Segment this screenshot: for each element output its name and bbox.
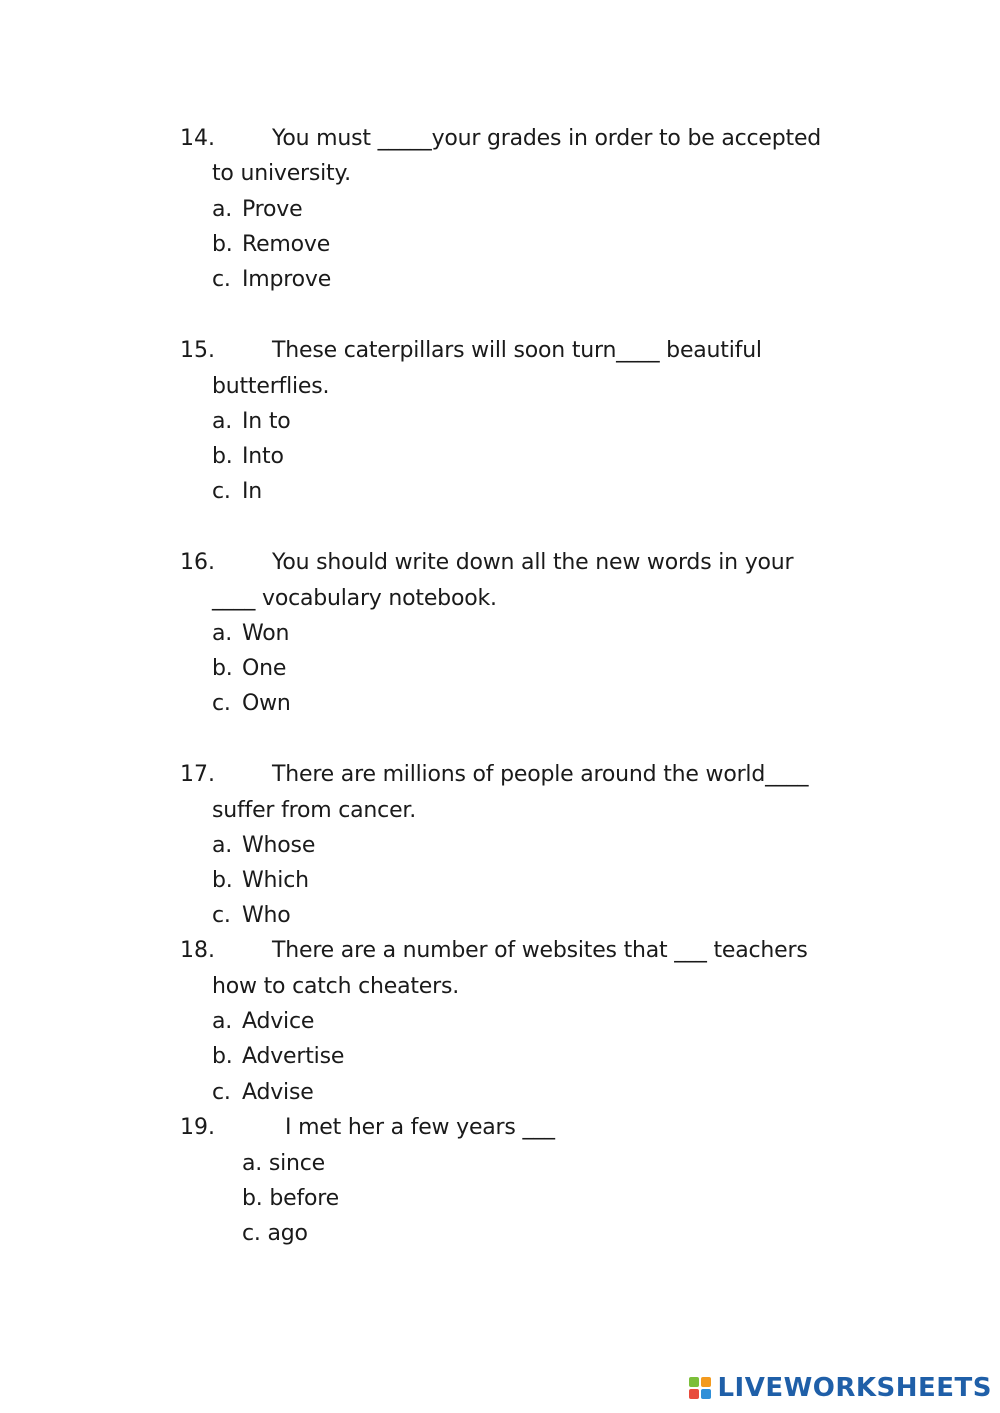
brand-name: LIVEWORKSHEETS xyxy=(717,1373,992,1403)
liveworksheets-logo[interactable] xyxy=(689,1371,992,1405)
question-17-option-b[interactable]: b. Which xyxy=(212,868,309,893)
question-14-text-cont: to university. xyxy=(212,161,351,186)
question-19-number: 19. xyxy=(180,1115,215,1140)
question-16-number: 16. xyxy=(180,550,215,575)
question-16-option-b[interactable]: b. One xyxy=(212,656,287,681)
question-15-text-cont: butterflies. xyxy=(212,374,330,399)
question-16-text-cont: ____ vocabulary notebook. xyxy=(212,586,497,611)
question-19-text: I met her a few years ___ xyxy=(285,1115,555,1140)
question-14-option-b[interactable]: b. Remove xyxy=(212,232,331,257)
question-15-option-c[interactable]: c. In xyxy=(212,479,263,504)
question-15-option-a[interactable]: a. In to xyxy=(212,409,291,434)
question-17-option-a[interactable]: a. Whose xyxy=(212,833,316,858)
question-18-text-cont: how to catch cheaters. xyxy=(212,974,460,999)
question-15-text: These caterpillars will soon turn____ beautiful xyxy=(272,338,762,363)
liveworksheets-logo-icon xyxy=(689,1377,711,1399)
question-16-option-c[interactable]: c. Own xyxy=(212,691,291,716)
question-17-option-c[interactable]: c. Who xyxy=(212,903,291,928)
question-15-option-b[interactable]: b. Into xyxy=(212,444,284,469)
question-15-number: 15. xyxy=(180,338,215,363)
question-14-option-a[interactable]: a. Prove xyxy=(212,197,303,222)
question-17-text: There are millions of people around the world____ xyxy=(272,762,809,787)
question-18-number: 18. xyxy=(180,938,215,963)
question-17-number: 17. xyxy=(180,762,215,787)
question-16-option-a[interactable]: a. Won xyxy=(212,621,290,646)
question-18-option-b[interactable]: b. Advertise xyxy=(212,1044,345,1069)
question-19-option-b[interactable]: b. before xyxy=(242,1186,339,1211)
question-14-option-c[interactable]: c. Improve xyxy=(212,267,332,292)
question-18-option-a[interactable]: a. Advice xyxy=(212,1009,315,1034)
question-14-text: You must _____your grades in order to be accepted xyxy=(272,126,822,151)
question-14-number: 14. xyxy=(180,126,215,151)
question-17-text-cont: suffer from cancer. xyxy=(212,798,417,823)
question-19-option-c[interactable]: c. ago xyxy=(242,1221,308,1246)
question-18-option-c[interactable]: c. Advise xyxy=(212,1080,314,1105)
question-18-text: There are a number of websites that ___ teachers xyxy=(272,938,808,963)
question-16-text: You should write down all the new words in your xyxy=(272,550,794,575)
question-19-option-a[interactable]: a. since xyxy=(242,1151,326,1176)
